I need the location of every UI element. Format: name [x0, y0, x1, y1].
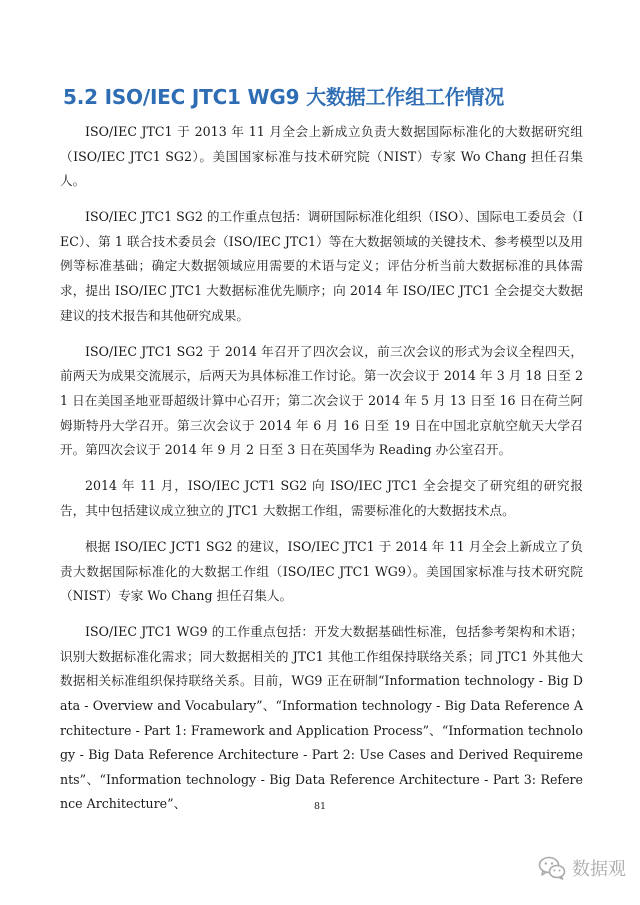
section-heading: 5.2 ISO/IEC JTC1 WG9 大数据工作组工作情况 [63, 85, 505, 109]
watermark [538, 855, 626, 881]
paragraph-wg9-founding: 根据 ISO/IEC JCT1 SG2 的建议，ISO/IEC JTC1 于 2014 年 11 月全会上新成立了负责大数据国际标准化的大数据工作组（ISO/IEC JTC1 WG9）。美国国家标准与技术研究院（NIST）专家 Wo Chang 担任召集人。 [60, 538, 583, 604]
paragraph-sg2-report: 2014 年 11 月，ISO/IEC JCT1 SG2 向 ISO/IEC JTC1 全会提交了研究组的研究报告，其中包括建议成立独立的 JTC1 大数据工作组，需要标准化的大数据技术点。 [60, 478, 583, 518]
paragraph-sg2-focus: ISO/IEC JTC1 SG2 的工作重点包括：调研国际标准化组织（ISO）、国际电工委员会（IEC）、第 1 联合技术委员会（ISO/IEC JTC1）等在大数据领域的关键技术、参考模型以及用例等标准基础；确定大数据领域应用需要的术语与定义；评估分析当前大数据标准的具体需求，提出 ISO/IEC JTC1 大数据标准优先顺序；向 2014 年 ISO/IEC JTC1 全会提交大数据建议的技术报告和其他研究成果。 [60, 209, 583, 323]
document-body [60, 120, 583, 817]
paragraph-sg2-founding: ISO/IEC JTC1 于 2013 年 11 月全会上新成立负责大数据国际标准化的大数据研究组（ISO/IEC JTC1 SG2）。美国国家标准与技术研究院（NIST）专家 Wo Chang 担任召集人。 [60, 124, 583, 189]
wechat-icon [538, 856, 566, 880]
paragraph-wg9-focus: ISO/IEC JTC1 WG9 的工作重点包括：开发大数据基础性标准，包括参考架构和术语；识别大数据标准化需求；同大数据相关的 JTC1 其他工作组保持联络关系；同 JTC1 外其他大数据相关标准组织保持联络关系。目前，WG9 正在研制“Information technology - Big Data - Overview and Vocabulary”、“Information technology - Big Data Reference Architecture - Part 1: Framework and Application Process”、“Information technology - Big Data Reference Architecture - Part 2: Use Cases and Derived Requirements”、“Information technology - Big Data Reference Architecture - Part 3: Reference Architecture”、 [60, 624, 583, 812]
paragraph-sg2-meetings: ISO/IEC JTC1 SG2 于 2014 年召开了四次会议，前三次会议的形式为会议全程四天，前两天为成果交流展示，后两天为具体标准工作讨论。第一次会议于 2014 年 3 月 18 日至 21 日在美国圣地亚哥超级计算中心召开；第二次会议于 2014 年 5 月 13 日至 16 日在荷兰阿姆斯特丹大学召开。第三次会议于 2014 年 6 月 16 日至 19 日在中国北京航空航天大学召开。第四次会议于 2014 年 9 月 2 日至 3 日在英国华为 Reading 办公室召开。 [60, 343, 583, 458]
page-number: 81 [313, 801, 327, 812]
watermark-text: 数据观 [572, 859, 626, 880]
